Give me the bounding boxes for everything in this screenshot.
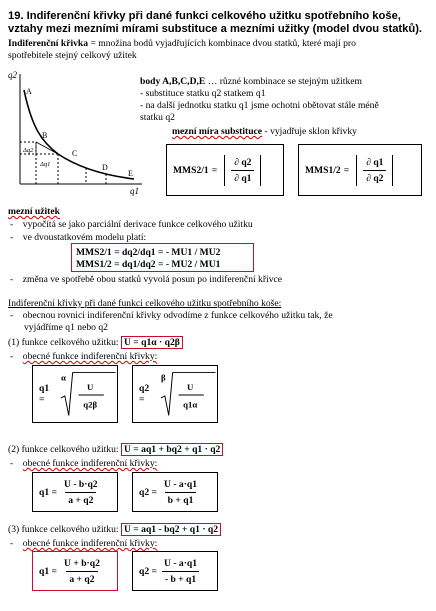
case3-label: (3) funkce celkového užitku: [8, 524, 121, 535]
points-desc: … různé kombinace se stejným užitkem [205, 76, 362, 87]
case1-q1-lhs: q1 = [39, 383, 50, 405]
mu-bullet-3: - změna ve spotřebě obou statků vyvolá posun po indiferenční křivce [10, 274, 283, 285]
case2-q1-lhs: q1 = [39, 486, 57, 498]
general-bullet-1a: - obecnou rovnici indiferenční křivky odvodíme z funkce celkového užitku tak, že [10, 310, 333, 321]
title-line-1: 19. Indiferenční křivky při dané funkci celkového užitku spotřebního koše, [8, 10, 401, 22]
case1-q1-num: U [86, 382, 93, 393]
case3-q2-lhs: q2 = [139, 565, 157, 577]
case1-utility-formula: U = q1α · q2β [121, 336, 183, 349]
case3-q2-box [132, 551, 218, 591]
case3-label-line [8, 524, 221, 535]
points-line-2: - substituce statku q2 statkem q1 [140, 88, 266, 99]
mu-formula-box [71, 243, 254, 272]
case2-q2-num: U - a·q1 [164, 478, 198, 490]
indifference-curve-graph [6, 66, 146, 196]
mu-formula-1: MMS2/1 = dq2/dq1 = - MU1 / MU2 [76, 247, 221, 258]
case2-q2-lhs: q2 = [139, 486, 157, 498]
case3-q2-den: - b + q1 [162, 571, 199, 585]
case3-subheading: - obecné funkce indiferenční křivky: [10, 538, 158, 549]
mms12-eq: = [343, 164, 350, 176]
points-heading: body A,B,C,D,E [140, 76, 206, 87]
case1-q2-lhs: q2 = [139, 383, 150, 405]
point-e: E [128, 169, 133, 178]
case1-subheading: - obecné funkce indiferenční křivky: [10, 351, 158, 362]
intro-term: Indiferenční křivka [8, 38, 89, 49]
mms12-den: ∂ q2 [363, 170, 386, 184]
case1-label: (1) funkce celkového užitku: [8, 337, 121, 348]
mms21-num: ∂ q2 [234, 156, 252, 168]
mms21-abs [224, 155, 261, 186]
case2-q2-den: b + q1 [165, 492, 197, 506]
mms21-den: ∂ q1 [231, 170, 254, 184]
title-line-2: vztahy mezi mezními mírami substituce a mezními užitky (model dvou statků). [8, 23, 423, 35]
case2-q1-box [32, 472, 118, 512]
case1-q2-num: U [186, 382, 193, 393]
mu-bullet-1: - vypočítá se jako parciální derivace funkce celkového užitku [10, 219, 253, 230]
case1-q1-root-index: α [60, 372, 66, 383]
case1-q2-box [132, 365, 218, 423]
point-b: B [42, 131, 48, 140]
mms-desc: - vyjadřuje sklon křivky [262, 126, 357, 137]
case3-q1-box [32, 551, 118, 591]
mu-bullet-2: - ve dvoustatkovém modelu platí: [10, 232, 147, 243]
mms12-num: ∂ q1 [366, 156, 384, 168]
point-a: A [26, 87, 32, 96]
mms21-formula-box [166, 144, 284, 196]
points-line-4: statku q2 [140, 112, 175, 123]
points-line-1 [140, 76, 362, 87]
point-d: D [102, 163, 108, 172]
case2-q2-box [132, 472, 218, 512]
case1-label-line [8, 337, 183, 348]
case2-subheading: - obecné funkce indiferenční křivky: [10, 458, 158, 469]
general-heading: Indiferenční křivky při dané funkci celkového užitku spotřebního koše: [8, 298, 282, 309]
case3-q1-num: U + b·q2 [64, 557, 100, 569]
case3-utility-formula: U = aq1 - bq2 + q1 · q2 [121, 523, 221, 536]
case1-q2-root [159, 368, 217, 420]
case2-q1-den: a + q2 [65, 492, 96, 506]
case1-q1-box [32, 365, 118, 423]
case1-q1-root [59, 368, 117, 420]
case1-q2-root-index: β [160, 372, 166, 383]
case2-utility-formula: U = aq1 + bq2 + q1 · q2 [121, 443, 223, 456]
mms21-eq: = [211, 164, 218, 176]
case2-label: (2) funkce celkového užitku: [8, 444, 121, 455]
case2-q1-num: U - b·q2 [64, 478, 98, 490]
mms12-label: MMS1/2 [305, 164, 341, 176]
case1-q2-den: q1α [182, 399, 197, 410]
mms12-formula-box [298, 144, 422, 196]
mms21-label: MMS2/1 [173, 164, 209, 176]
intro-line-2: spotřebitele stejný celkový užitek [8, 50, 137, 61]
mu-formula-2: MMS1/2 = dq1/dq2 = - MU2 / MU1 [76, 259, 221, 270]
mu-heading: mezní užitek [8, 206, 60, 217]
mms12-abs [356, 155, 393, 186]
mms-term: mezní míra substituce [172, 126, 263, 137]
x-axis-label: q1 [130, 186, 139, 196]
intro-line-1 [8, 38, 356, 49]
case3-q1-den: a + q2 [66, 571, 97, 585]
delta-q1-label: Δq1 [40, 161, 51, 168]
case3-q1-lhs: q1 = [39, 565, 57, 577]
intro-def-1: = množina bodů vyjadřujících kombinace dvou statků, které mají pro [88, 38, 356, 49]
y-axis-label: q2 [8, 70, 17, 80]
points-line-3: - na další jednotku statku q1 jsme ochotni obětovat stále méně [140, 100, 379, 111]
point-c: C [72, 149, 78, 158]
case1-q1-den: q2β [82, 399, 97, 410]
delta-q2-label: Δq2 [23, 147, 34, 154]
case2-label-line [8, 444, 223, 455]
general-bullet-1b: vyjádříme q1 nebo q2 [24, 322, 108, 333]
case3-q2-num: U - a·q1 [164, 557, 198, 569]
mms-heading [172, 126, 357, 137]
